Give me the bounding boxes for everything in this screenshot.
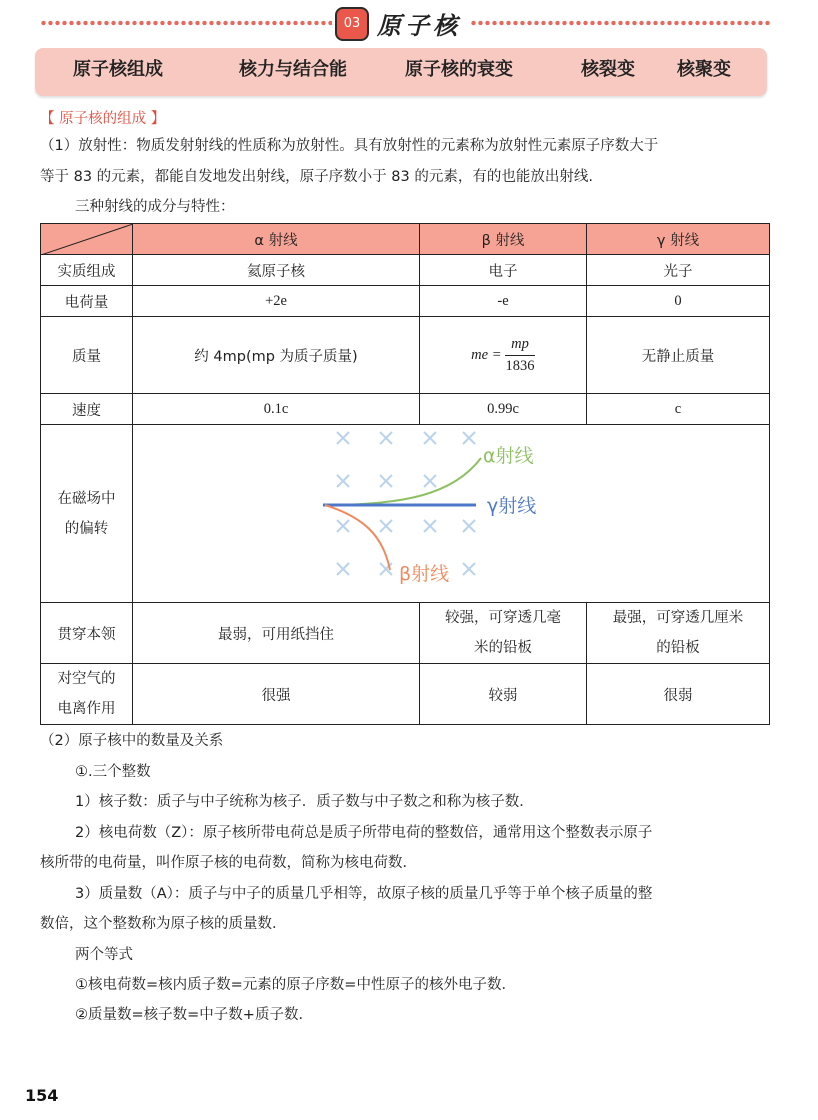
alpha-ray-path [325, 458, 481, 505]
paragraph-radioactivity-line2: 等于 83 的元素，都能自发地发出射线，原子序数小于 83 的元素，有的也能放出射线. [40, 169, 593, 185]
field-cross [424, 432, 436, 444]
cell-gamma-composition: 光子 [587, 255, 770, 286]
magnetic-deflection-diagram-cell [133, 425, 770, 603]
fraction-numerator: mp [505, 336, 535, 356]
cell-alpha-mass: 约 4mp(mp 为质子质量) [133, 317, 420, 394]
row-label-ionization [41, 664, 133, 725]
field-cross [337, 563, 349, 575]
row-label: 贯穿本领 [41, 603, 133, 664]
cell-line: 最强，可穿透几厘米 [612, 610, 744, 626]
alpha-ray-label: α射线 [483, 445, 534, 467]
nav-item-nuclear-force[interactable]: 核力与结合能 [239, 59, 347, 80]
section-heading: 【 原子核的组成 】 [40, 111, 166, 127]
deflection-diagram [133, 425, 769, 601]
cell-beta-speed: 0.99c [420, 394, 587, 425]
field-cross [463, 563, 475, 575]
row-label-line: 在磁场中 [57, 490, 116, 507]
field-cross [380, 432, 392, 444]
chapter-number-badge: 03 [335, 7, 369, 41]
paragraph-radioactivity-line1: （1）放射性：物质发射射线的性质称为放射性。具有放射性的元素称为放射性元素原子序数大于 [40, 138, 659, 154]
chapter-title: 原子核 [377, 11, 461, 40]
mass-fraction [505, 336, 535, 375]
field-cross [463, 520, 475, 532]
cell-alpha-charge: +2e [133, 286, 420, 317]
header-gamma: γ 射线 [587, 224, 770, 255]
cell-alpha-penetration: 最弱，可用纸挡住 [133, 603, 420, 664]
cell-line: 的铅板 [656, 640, 700, 656]
nucleon-number-text: 1）核子数：质子与中子统称为核子．质子数与中子数之和称为核子数． [75, 794, 534, 810]
cell-gamma-penetration [587, 603, 770, 664]
cell-gamma-charge: 0 [587, 286, 770, 317]
equation-charge: ①核电荷数=核内质子数=元素的原子序数=中性原子的核外电子数． [75, 977, 516, 993]
mass-number-text-line1: 3）质量数（A）：质子与中子的质量几乎相等，故原子核的质量几乎等于单个核子质量的整 [75, 886, 653, 902]
three-integers-heading: ①.三个整数 [75, 764, 151, 780]
topic-nav-bar [35, 48, 767, 96]
field-cross [424, 520, 436, 532]
table-row [41, 425, 770, 603]
cell-alpha-ionization: 很强 [133, 664, 420, 725]
cell-beta-mass [420, 317, 587, 394]
field-cross [337, 475, 349, 487]
cell-alpha-speed: 0.1c [133, 394, 420, 425]
row-label-line: 对空气的 [57, 671, 116, 687]
cell-gamma-speed: c [587, 394, 770, 425]
table-row [41, 664, 770, 725]
charge-number-text-line2: 核所带的电荷量，叫作原子核的电荷数，简称为核电荷数． [40, 855, 417, 871]
cell-beta-penetration [420, 603, 587, 664]
nav-item-fusion[interactable]: 核聚变 [677, 59, 731, 80]
nav-item-nucleus-composition[interactable]: 原子核组成 [73, 59, 163, 80]
cell-beta-ionization: 较弱 [420, 664, 587, 725]
table-row [41, 286, 770, 317]
table-row [41, 255, 770, 286]
row-label-line: 电离作用 [57, 701, 116, 717]
row-label-deflection [41, 425, 133, 603]
header-dots-left [40, 20, 332, 26]
electron-mass-symbol: me = [471, 346, 502, 363]
row-label-line: 的偏转 [64, 520, 109, 537]
cell-line: 米的铅板 [474, 640, 532, 656]
table-row [41, 317, 770, 394]
table-header-row [41, 224, 770, 255]
diagonal-line [41, 224, 133, 255]
cell-gamma-mass: 无静止质量 [587, 317, 770, 394]
mass-number-text-line2: 数倍，这个整数称为原子核的质量数． [40, 916, 287, 932]
row-label: 电荷量 [41, 286, 133, 317]
row-label: 速度 [41, 394, 133, 425]
row-label: 实质组成 [41, 255, 133, 286]
table-corner-cell [41, 224, 133, 255]
cell-beta-composition: 电子 [420, 255, 587, 286]
nav-item-fission[interactable]: 核裂变 [581, 59, 635, 80]
section2-heading: （2）原子核中的数量及关系 [40, 733, 224, 749]
cell-beta-charge: -e [420, 286, 587, 317]
header-beta: β 射线 [420, 224, 587, 255]
field-cross [380, 520, 392, 532]
gamma-ray-label: γ射线 [487, 495, 537, 517]
field-cross [380, 475, 392, 487]
nav-item-nuclear-decay[interactable]: 原子核的衰变 [405, 59, 513, 80]
cell-line: 较强，可穿透几毫 [445, 610, 561, 626]
chapter-header [335, 6, 461, 41]
field-cross [463, 432, 475, 444]
charge-number-text-line1: 2）核电荷数（Z）：原子核所带电荷总是质子所带电荷的整数倍，通常用这个整数表示原子 [75, 825, 653, 841]
page-number: 154 [25, 1086, 59, 1105]
field-cross [337, 432, 349, 444]
table-row [41, 603, 770, 664]
field-cross [424, 475, 436, 487]
two-equations-heading: 两个等式 [75, 947, 133, 963]
fraction-denominator: 1836 [505, 357, 535, 374]
beta-ray-label: β射线 [399, 563, 450, 585]
table-row [41, 394, 770, 425]
equation-mass: ②质量数=核子数=中子数+质子数． [75, 1007, 313, 1023]
row-label: 质量 [41, 317, 133, 394]
header-dots-right [470, 20, 770, 26]
table-intro: 三种射线的成分与特性： [75, 199, 235, 215]
header-alpha: α 射线 [133, 224, 420, 255]
field-cross [337, 520, 349, 532]
cell-gamma-ionization: 很弱 [587, 664, 770, 725]
cell-alpha-composition: 氦原子核 [133, 255, 420, 286]
beta-ray-path [325, 505, 390, 570]
ray-properties-table [40, 223, 770, 725]
